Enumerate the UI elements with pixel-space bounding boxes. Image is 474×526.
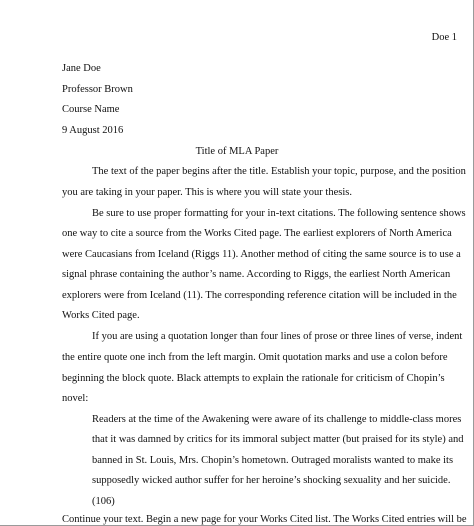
paragraph-line: Continue your text. Begin a new page for your Works Cited list. The Works Cited entries will be <box>62 514 467 525</box>
block-quote-citation: (106) <box>92 496 115 507</box>
block-quote-line: supposedly wicked author suffer for her heroine’s shocking sexuality and her suicide. <box>92 475 451 486</box>
paper-title: Title of MLA Paper <box>195 146 279 157</box>
paper-date: 9 August 2016 <box>62 125 124 136</box>
paragraph-line: one way to cite a source from the Works Cited page. The earliest explorers of North America <box>62 228 452 239</box>
paragraph-line: explorers were from Iceland (11). The corresponding reference citation will be included in the <box>62 290 457 301</box>
paragraph-line: The text of the paper begins after the title. Establish your topic, purpose, and the position <box>92 166 466 177</box>
paragraph-line: If you are using a quotation longer than four lines of prose or three lines of verse, indent <box>92 331 463 342</box>
paragraph-line: the entire quote one inch from the left margin. Omit quotation marks and use a colon before <box>62 352 448 363</box>
running-head: Doe 1 <box>431 32 457 43</box>
instructor-name: Professor Brown <box>62 84 133 95</box>
paragraph-line: you are taking in your paper. This is where you will state your thesis. <box>62 187 352 198</box>
paragraph-line: Be sure to use proper formatting for your in-text citations. The following sentence shows <box>92 208 466 219</box>
paragraph-line: signal phrase containing the author’s name. According to Riggs, the earliest North American <box>62 269 451 280</box>
paragraph-line: were Caucasians from Iceland (Riggs 11). Another method of citing the same source is to use a <box>62 249 461 260</box>
block-quote-line: that it was damned by critics for its immoral subject matter (but praised for its style) and <box>92 434 464 445</box>
block-quote-line: banned in St. Louis, Mrs. Chopin’s hometown. Outraged moralists wanted to make its <box>92 455 454 466</box>
paragraph-line: Works Cited page. <box>62 310 140 321</box>
course-name: Course Name <box>62 104 120 115</box>
student-name: Jane Doe <box>62 63 101 74</box>
paragraph-line: beginning the block quote. Black attempts to explain the rationale for criticism of Chopin’s <box>62 373 445 384</box>
block-quote-line: Readers at the time of the Awakening were aware of its challenge to middle-class mores <box>92 414 462 425</box>
paragraph-line: novel: <box>62 393 89 404</box>
